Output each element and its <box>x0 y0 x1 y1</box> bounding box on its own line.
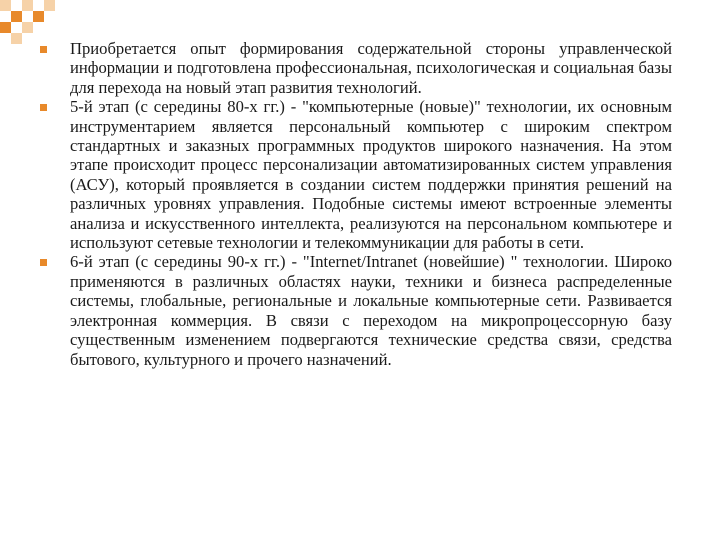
bullet-text: Приобретается опыт формирования содержательной стороны управленческой информации и подготовлена профессиональная, психологическая и социальная базы для перехода на новый этап развития технологий. <box>70 39 672 97</box>
square-bullet-icon <box>40 46 47 53</box>
bullet-text: 5-й этап (с середины 80-х гг.) - "компьютерные (новые)" технологии, их основным инструментарием является персональный компьютер с широким спектром стандартных и заказных программных продуктов широкого назначения. На этом этапе происходит процесс персонализации автоматизированных систем управления (АСУ), который проявляется в создании систем поддержки принятия решений на различных уровнях управления. Подобные системы имеют встроенные элементы анализа и искусственного интеллекта, реализуются на персональном компьютере и используют сетевые технологии и телекоммуникации для работы в сети. <box>70 97 672 253</box>
square-bullet-icon <box>40 104 47 111</box>
bullet-item-1 <box>40 39 672 97</box>
bullet-item-2 <box>40 97 672 252</box>
bullet-text: 6-й этап (с середины 90-х гг.) - "Internet/Intranet (новейшие) " технологии. Широко применяются в различных областях науки, техники и бизнеса распределенные системы, глобальные, региональные и локальные компьютерные сети. Развивается электронная коммерция. В связи с переходом на микропроцессорную базу существенным изменением подвергаются технические средства связи, средства бытового, культурного и прочего назначений. <box>70 252 672 369</box>
bullet-list <box>40 39 672 369</box>
bullet-item-3 <box>40 252 672 368</box>
square-bullet-icon <box>40 259 47 266</box>
